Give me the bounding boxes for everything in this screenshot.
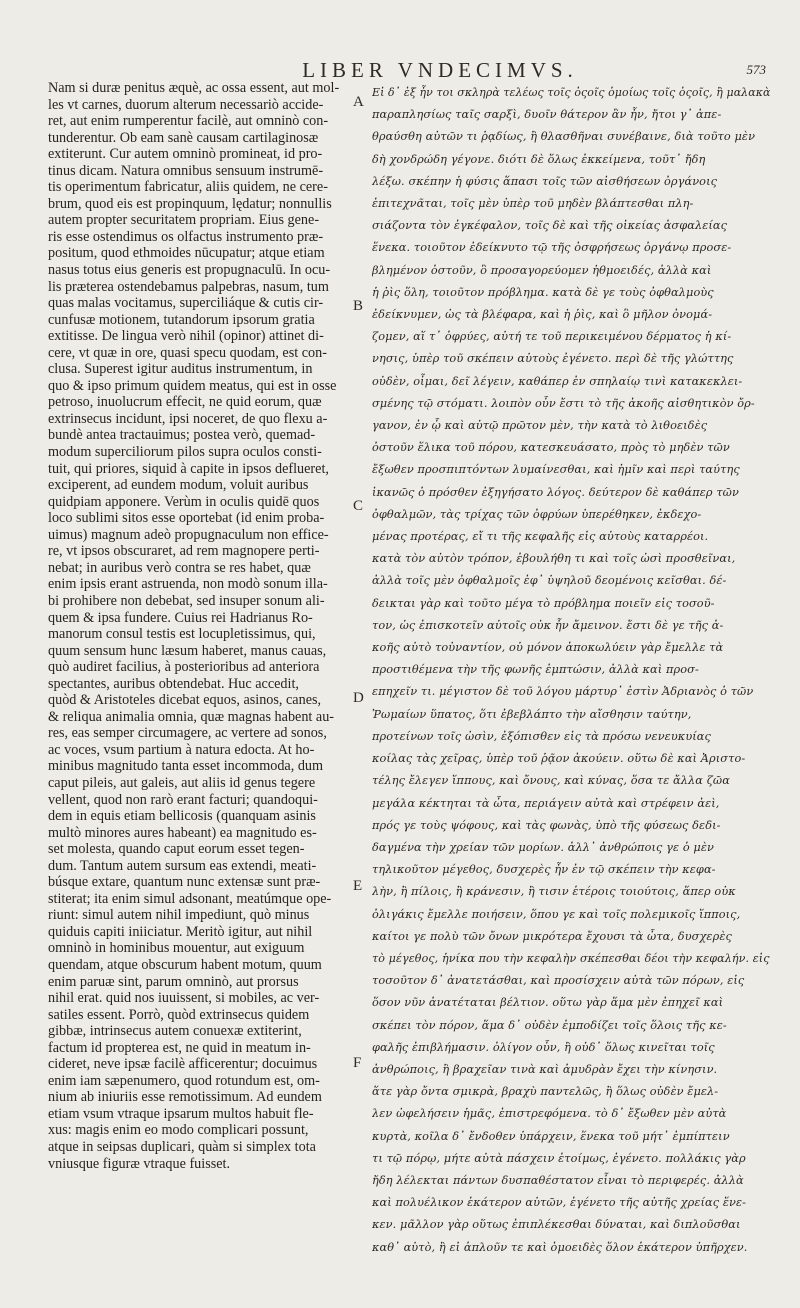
latin-line: res, eas semper circumagere, ac vertere ad sonos, — [48, 725, 327, 742]
greek-line: τον, ὡς ἐπισκοτεῖν αὐτοῖς οὐκ ἦν ἄμεινον. ἔστι δὲ γε τῆς ἀ- — [372, 618, 724, 632]
latin-line: positum, quod ethmoides nūcupatur; atque etiam — [48, 245, 325, 262]
latin-line: & reliqua animalia omnia, quæ magnas habent au- — [48, 708, 335, 725]
greek-line: ἀλλὰ τοῖς μὲν ὀφθαλμοῖς ἐφ᾽ ὑψηλοῦ δεομένοις κεῖσθαι. δέ- — [372, 574, 727, 588]
latin-line: factum id propterea est, ne quid in meatum in- — [48, 1039, 311, 1056]
latin-line: quem & ipsa fundere. Cuius rei Hadrianus Ro- — [48, 609, 313, 626]
greek-line: λέξω. σκέπην ἡ φύσις ἅπασι τοῖς τῶν αἰσθήσεων ὀργάνοις — [372, 174, 718, 188]
latin-line: loco sublimi sitos esse oportebat (id enim proba- — [48, 510, 325, 527]
greek-line: βλημένον ὀστοῦν, ὃ προσαγορεύομεν ἠθμοειδές, ἀλλὰ καὶ — [372, 263, 712, 277]
greek-line: θραύσθη αὐτῶν τι ῥᾳδίως, ἢ θλασθῆναι συνέβαινε, διὰ τοῦτο μὲν — [372, 130, 756, 144]
latin-line: xus: magis enim eo modo complicari possunt, — [48, 1122, 309, 1139]
latin-text-column — [48, 80, 348, 1172]
latin-line: minibus magnitudo tanta esset incommoda, dum — [48, 758, 324, 775]
greek-text-column — [372, 82, 772, 1259]
greek-line: ἕνεκα. τοιοῦτον ἐδείκνυτο τῷ τῆς ὀσφρήσεως ὀργάνῳ προσε- — [372, 241, 732, 255]
greek-line: ἤδη λέλεκται πάντων δυσπαθέστατον εἶναι τὸ περιφερές. ἀλλὰ — [372, 1173, 744, 1187]
greek-line: ἐδείκνυμεν, ὡς τὰ βλέφαρα, καὶ ἡ ῥὶς, καὶ ὃ μῆλον ὀνομά- — [372, 308, 713, 322]
latin-line: bundè antea tractauimus; postea verò, quemad- — [48, 427, 316, 444]
greek-line: ὅσον νῦν ἀνατέταται βέλτιον. οὕτω γὰρ ἅμα μὲν ἐπηχεῖ καὶ — [372, 996, 724, 1010]
greek-line: λὴν, ἢ πίλοις, ἢ κράνεσιν, ἢ τισιν ἑτέροις τοιούτοις, ἅπερ οὐκ — [372, 885, 736, 899]
latin-line: enim iam sæpenumero, quod rotundum est, om- — [48, 1072, 320, 1089]
greek-line: τοσοῦτον δ᾽ ἀνατετάσθαι, καὶ προσίσχειν αὐτὰ τῶν πόρων, εἰς — [372, 974, 745, 988]
greek-line: ὀστοῦν ἕλικα τοῦ πόρου, κατεσκευάσατο, πρὸς τὸ μηδὲν τῶν — [372, 441, 730, 455]
latin-line: quòd & Aristoteles dicebat equos, asinos, canes, — [48, 692, 322, 709]
latin-line: Nam si duræ penitus æquè, ac ossa essent, aut mol- — [48, 80, 340, 96]
greek-line: δεικται γὰρ καὶ τοῦτο μέγα τὸ πρόβλημα ποιεῖν εἰς τοσοῦ- — [372, 596, 715, 610]
latin-line: quas malas vocitamus, superciliáque & cutis cir- — [48, 295, 324, 312]
greek-line: ἐπιτεχνᾶται, τοῖς μὲν ὑπὲρ τοῦ μηδὲν βλάπτεσθαι πλη- — [372, 197, 694, 211]
margin-letters — [351, 0, 373, 1308]
latin-line: set molesta, quando caput eorum esset tegen- — [48, 841, 305, 858]
margin-letter: C — [353, 498, 364, 514]
latin-line: exciperent, ad eundem modum, voluit auribus — [48, 477, 309, 494]
page-number: 573 — [746, 62, 766, 77]
latin-line: cere, vt quæ in ore, quasi specu quodam, est con- — [48, 344, 327, 361]
latin-line: nasus totus eius generis est propugnaculū. In ocu- — [48, 262, 331, 279]
greek-line: τὸ μέγεθος, ἡνίκα που τὴν κεφαλὴν σκέπεσθαι δέοι τὴν κεφαλήν. εἰς — [372, 951, 770, 965]
latin-line: cunfusæ motionem, tutandorum ipsorum gratia — [48, 311, 315, 328]
margin-letter: B — [353, 298, 364, 314]
latin-line: clusa. Superest igitur auditus instrumentum, in — [48, 361, 313, 378]
latin-line: re, vt ipsos obscuraret, ad rem magnopere perti- — [48, 543, 320, 560]
latin-line: gibbæ, intrinsecus autem conuexæ extiterint, — [48, 1023, 302, 1040]
latin-line: caput pileis, aut galeis, aut aliis id genus tegere — [48, 774, 316, 791]
latin-line: nebat; in auribus verò contra se res habet, quæ — [48, 559, 311, 576]
greek-line: τέλης ἔλεγεν ἵππους, καὶ ὄνους, καὶ κύνας, ὅσα τε ἄλλα ζῶα — [372, 774, 730, 788]
greek-line: κοῆς αὐτὸ τοὐναντίον, οὐ μόνον ἀποκωλύειν γὰρ ἔμελλε τὰ — [372, 641, 724, 655]
latin-line: nihil erat. quid nos iuuissent, si mobiles, ac ver- — [48, 990, 320, 1007]
greek-line: σμένης τῷ στόματι. λοιπὸν οὖν ἔστι τὸ τῆς ἀκοῆς αἰσθητικὸν ὄρ- — [372, 396, 755, 410]
latin-line: nium ab iniuriis esse remotissimum. Ad eundem — [48, 1089, 322, 1106]
greek-line: καθ᾽ αὑτὸ, ἢ εἰ ἁπλοῦν τε καὶ ὁμοειδὲς ὅλον ἑκάτερον ὑπῆρχεν. — [372, 1240, 748, 1254]
greek-line: ἅτε γὰρ ὄντα σμικρὰ, βραχὺ παντελῶς, ἢ ὅλως οὐδὲν ἔμελ- — [372, 1085, 719, 1099]
greek-line: δαγμένα τὴν χρείαν τῶν μορίων. ἀλλ᾽ ἀνθρώποις γε ὁ μὲν — [372, 840, 714, 854]
greek-line: μεγάλα κέκτηται τὰ ὦτα, περιάγειν αὐτὰ καὶ στρέφειν ἀεὶ, — [372, 796, 720, 810]
greek-line: ἡ ῥὶς ὅλη, τοιοῦτον πρόβλημα. κατὰ δὲ γε τοὺς ὀφθαλμοὺς — [372, 285, 714, 299]
latin-line: quidpiam apponere. Verùm in oculis quidē quos — [48, 493, 320, 510]
greek-line: οὐδὲν, οἶμαι, δεῖ λέγειν, καθάπερ ἐν σπηλαίῳ τινὶ κατακεκλει- — [372, 374, 743, 388]
latin-line: brum, quod eis est propinquum, lędatur; nonnullis — [48, 195, 332, 212]
greek-line: νησις, ὑπὲρ τοῦ σκέπειν αὐτοὺς ἐγένετο. περὶ δὲ τῆς γλώττης — [372, 352, 734, 366]
latin-line: ret, aut enim rumperentur facilè, aut omninò con- — [48, 113, 329, 130]
latin-line: tinus dicam. Natura omnibus sensuum instrumē- — [48, 162, 324, 179]
latin-line: spectantes, auribus obtendebat. Huc accedit, — [48, 675, 299, 692]
latin-line: quo & ipso primum quidem meatus, qui est in osse — [48, 377, 337, 394]
latin-line: quendam, atque obscurum habent motum, quum — [48, 956, 322, 973]
latin-line: quum sensum hunc læsum haberet, manus cauas, — [48, 642, 327, 659]
latin-line: enim ipsis erant astruenda, non modò sonum illa- — [48, 576, 328, 593]
margin-letter: F — [353, 1055, 362, 1071]
greek-line: σιάζοντα τὸν ἐγκέφαλον, τοῖς δὲ καὶ τῆς οἰκείας ἀσφαλείας — [372, 219, 728, 233]
latin-line: satiles essent. Porrò, quòd extrinsecus quidem — [48, 1006, 310, 1023]
greek-line: Ῥωμαίων ὕπατος, ὅτι ἐβεβλάπτο τὴν αἴσθησιν ταύτην, — [372, 707, 692, 721]
greek-line: κατὰ τὸν αὐτὸν τρόπον, ἐβουλήθη τι καὶ τοῖς ὠσὶ προσθεῖναι, — [372, 552, 736, 566]
latin-line: uimus) magnum adeò propugnaculum non effice- — [48, 526, 329, 543]
latin-line: bi prohibere non debebat, sed insuper sonum ali- — [48, 592, 325, 609]
greek-line: ἀνθρώποις, ἢ βραχεῖαν τινὰ καὶ ἀμυδρὰν ἔχει τὴν κίνησιν. — [372, 1062, 718, 1076]
latin-line: vellent, quod non rarò erant facturi; quandoqui- — [48, 791, 318, 808]
greek-line: δὴ χονδρώδη γέγονε. διότι δὲ ὅλως ἐκκείμενα, τοῦτ᾽ ἤδη — [372, 152, 706, 166]
latin-line: dum. Tantum autem sursum eas extendi, meati- — [48, 857, 317, 874]
greek-line: καίτοι γε πολὺ τῶν ὄνων μικρότερα ἔχουσι τὰ ὦτα, δυσχερὲς — [372, 929, 732, 943]
greek-line: κοίλας τὰς χεῖρας, ὑπὲρ τοῦ ῥᾷον ἀκούειν. οὕτω δὲ καὶ Ἀριστο- — [372, 752, 746, 766]
margin-letter: D — [353, 690, 364, 706]
latin-line: extiterunt. Cur autem omninò promineat, id pro- — [48, 146, 323, 163]
greek-line: κυρτὰ, κοῖλα δ᾽ ἔνδοθεν ὑπάρχειν, ἕνεκα τοῦ μήτ᾽ ἐμπίπτειν — [372, 1129, 730, 1143]
greek-line: ὀφθαλμῶν, τὰς τρίχας τῶν ὀφρύων ὑπερέθηκεν, ἐκδεχο- — [372, 507, 702, 521]
latin-line: etiam vsum vtraque ipsarum multos habuit fle- — [48, 1105, 314, 1122]
latin-line: les vt carnes, duorum alterum necessariò accide- — [48, 96, 324, 113]
latin-line: búsque extare, quantum nunc extensæ sunt præ- — [48, 874, 321, 891]
greek-line: ἱκανῶς ὁ πρόσθεν ἐξηγήσατο λόγος. δεύτερον δὲ καθάπερ τῶν — [372, 485, 739, 499]
greek-line: προτείνων τοῖς ὠσὶν, ἐξόπισθεν εἰς τὰ πρόσω νενευκυίας — [372, 729, 711, 743]
greek-line: ὀλιγάκις ἔμελλε ποιήσειν, ὅπου γε καὶ τοῖς πολεμικοῖς ἵπποις, — [372, 907, 741, 921]
greek-line: ζομεν, αἵ τ᾽ ὀφρύες, αὐτή τε τοῦ περικειμένου δέρματος ἡ κί- — [372, 330, 732, 344]
latin-line: lis præterea ostendebamus palpebras, nasum, tum — [48, 278, 329, 295]
greek-line: καὶ πολυέλικον ἑκάτερον αὐτῶν, ἐγένετο τῆς αὐτῆς χρείας ἕνε- — [372, 1196, 747, 1210]
latin-line: vniusque figuræ vtraque fuisset. — [48, 1155, 231, 1172]
latin-line: cideret, neve ipsæ facilè afficerentur; docuimus — [48, 1056, 318, 1073]
latin-line: extitisse. De lingua verò nihil (opinor) attinet di- — [48, 328, 324, 345]
latin-line: quò audiret facilius, à posterioribus ad anteriora — [48, 659, 320, 676]
latin-line: petroso, inuolucrum effecit, ne quid eorum, quæ — [48, 394, 322, 411]
latin-line: manorum consul testis est locupletissimus, qui, — [48, 626, 316, 643]
latin-line: quiduis capiti iniiciatur. Meritò igitur, aut nihil — [48, 923, 313, 940]
latin-line: dem in equis etiam bellicosis (quanquam asinis — [48, 808, 316, 825]
latin-line: enim paruæ sint, parum omninò, aut prorsus — [48, 973, 299, 990]
latin-line: stiterat; ita enim simul adsonant, meatúmque ope- — [48, 890, 332, 907]
greek-line: λεν ὠφελήσειν ἡμᾶς, ἐπιστρεφόμενα. τὸ δ᾽ ἔξωθεν μὲν αὐτὰ — [372, 1107, 727, 1121]
latin-line: tis operimentum fabricatur, aliis quidem, ne cere- — [48, 179, 328, 196]
greek-line: τηλικοῦτον μέγεθος, δυσχερὲς ἦν ἐν τῷ σκέπειν τὴν κεφα- — [372, 863, 716, 877]
latin-line: autem propter securitatem propriam. Eius gene- — [48, 212, 320, 229]
greek-line: ἔξωθεν προσπιπτόντων λυμαίνεσθαι, καὶ ἡμῖν καὶ περὶ ταύτης — [372, 463, 740, 477]
greek-line: φαλῆς ἐπιβλήμασιν. ὀλίγον οὖν, ἢ οὐδ᾽ ὅλως κινεῖται τοῖς — [372, 1040, 715, 1054]
latin-line: tunderentur. Ob eam sanè causam cartilaginosæ — [48, 129, 319, 146]
greek-line: παραπλησίως ταῖς σαρξὶ, δυοῖν θάτερον ἂν ἦν, ἤτοι γ᾽ ἀπε- — [372, 108, 722, 122]
latin-line: omninò in hominibus mouentur, aut exiguum — [48, 940, 305, 957]
greek-line: πρός γε τοὺς ψόφους, καὶ τὰς φωνὰς, ὑπὸ τῆς φύσεως δεδι- — [372, 818, 721, 832]
running-head: LIBER VNDECIMVS. — [302, 58, 578, 82]
latin-line: riunt: simul autem nihil impediunt, quò minus — [48, 907, 310, 924]
latin-line: modum superciliorum pilos supra oculos consti- — [48, 444, 322, 461]
latin-line: multò minores aures habeant) ea magnitudo es- — [48, 824, 317, 841]
greek-line: προστιθέμενα τὴν τῆς φωνῆς ἐμπτώσιν, ἀλλὰ καὶ προσ- — [372, 663, 699, 677]
greek-line: κεν. μᾶλλον γὰρ οὕτως ἐπιπλέκεσθαι δύναται, καὶ διπλοῦσθαι — [372, 1218, 741, 1232]
greek-line: τι τῷ πόρῳ, μήτε αὐτὰ πάσχειν ἐτοίμως, ἐγένετο. πολλάκις γὰρ — [372, 1151, 746, 1165]
latin-line: ac voces, vsum partium à natura edocta. At ho- — [48, 741, 315, 758]
latin-line: ris esse ostendimus os olfactus instrumento præ- — [48, 228, 324, 245]
latin-line: tuit, qui priores, siquid à capite in ipsos deflueret, — [48, 460, 329, 477]
greek-line: γανον, ἐν ᾧ καὶ αὐτῷ πρῶτον μὲν, τὴν κατὰ τὸ λιθοειδὲς — [372, 419, 708, 433]
greek-line: επηχεῖν τι. μέγιστον δὲ τοῦ λόγου μάρτυρ᾽ ἐστὶν Ἀδριανὸς ὁ τῶν — [372, 685, 754, 699]
latin-line: atque in seipsas duplicari, quàm si simplex tota — [48, 1139, 316, 1155]
greek-line: Εἰ δ᾽ ἐξ ἦν τοι σκληρὰ τελέως τοῖς ὀςοῖς ὁμοίως τοῖς ὀςοῖς, ἢ μαλακὰ — [372, 86, 771, 99]
margin-letter: A — [353, 94, 364, 110]
latin-line: extrinsecus incidunt, ipsi noceret, de quo flexu a- — [48, 410, 328, 427]
greek-line: σκέπει τὸν πόρον, ἅμα δ᾽ οὐδὲν ἐμποδίζει τοῖς ὅλοις τῆς κε- — [372, 1018, 727, 1032]
margin-letter: E — [353, 878, 363, 894]
greek-line: μένας προτέρας, εἴ τι τῆς κεφαλῆς εἰς αὐτοὺς καταρρέοι. — [372, 530, 709, 544]
